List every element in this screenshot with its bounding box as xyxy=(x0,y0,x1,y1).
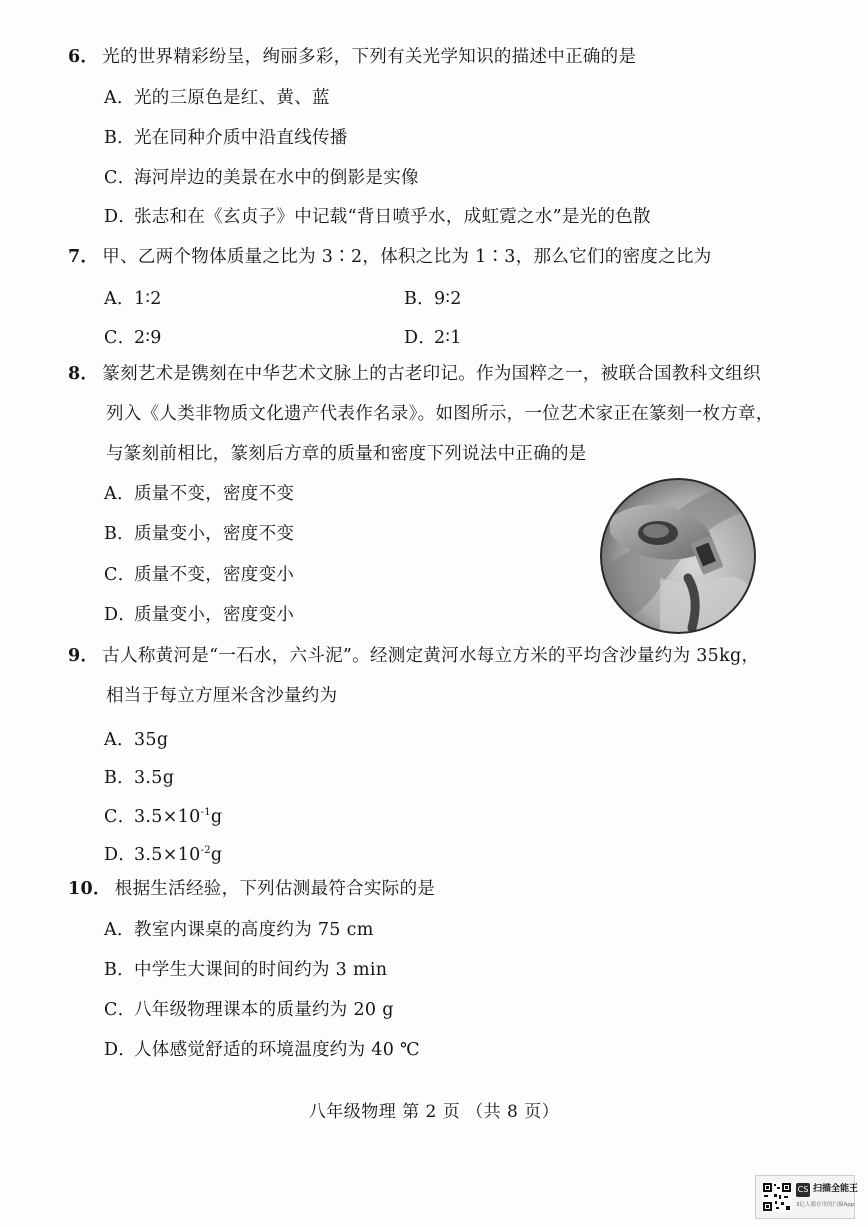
footer-total-pages: （共 8 页） xyxy=(466,1102,560,1122)
question-number: 6． xyxy=(68,47,99,67)
question-8 xyxy=(68,362,761,386)
camscanner-logo: CS xyxy=(796,1183,810,1197)
option-8a: A．质量不变，密度不变 xyxy=(104,484,295,504)
question-10 xyxy=(68,877,435,901)
option-8d: D．质量变小，密度变小 xyxy=(104,605,295,625)
option-6a: A．光的三原色是红、黄、蓝 xyxy=(104,88,330,108)
question-6 xyxy=(68,45,636,69)
option-9a: A．35g xyxy=(104,730,169,750)
option-10c: C．八年级物理课本的质量约为 20 g xyxy=(104,1000,394,1020)
option-9c: C．$3.5\times 10^{-1}g$ xyxy=(104,807,223,827)
question-number: 7． xyxy=(68,247,99,267)
option-9d: D．$3.5\times 10^{-2}g$ xyxy=(104,845,223,865)
page-footer xyxy=(0,1100,868,1124)
option-7b: B．9∶2 xyxy=(404,289,462,309)
footer-subject: 八年级物理 xyxy=(308,1102,397,1122)
option-6c: C．海河岸边的美景在水中的倒影是实像 xyxy=(104,168,419,188)
question-stem-continued: 列入《人类非物质文化遗产代表作名录》。如图所示，一位艺术家正在篆刻一枚方章， xyxy=(106,404,774,424)
question-stem: 古人称黄河是“一石水，六斗泥”。经测定黄河水每立方米的平均含沙量约为 35kg， xyxy=(102,646,760,666)
option-8c: C．质量不变，密度变小 xyxy=(104,565,295,585)
question-9 xyxy=(68,644,759,668)
scanner-app-name: 扫描全能王 xyxy=(813,1184,859,1194)
scanner-watermark-badge xyxy=(755,1175,859,1219)
question-number: 10． xyxy=(68,879,111,899)
question-stem-continued: 相当于每立方厘米含沙量约为 xyxy=(106,686,338,706)
question-stem-continued: 与篆刻前相比，篆刻后方章的质量和密度下列说法中正确的是 xyxy=(106,444,587,464)
scanner-tagline: 3亿人都在用的扫描App xyxy=(796,1202,855,1208)
option-7d: D．2∶1 xyxy=(404,328,462,348)
option-10d: D．人体感觉舒适的环境温度约为 40 ℃ xyxy=(104,1040,420,1060)
seal-carving-photo xyxy=(600,478,756,634)
option-7a: A．1∶2 xyxy=(104,289,162,309)
option-10a: A．教室内课桌的高度约为 75 cm xyxy=(104,920,374,940)
question-7 xyxy=(68,245,712,269)
option-6d: D．张志和在《玄贞子》中记载“背日喷乎水，成虹霓之水”是光的色散 xyxy=(104,207,651,227)
qr-code-icon xyxy=(762,1182,792,1212)
option-8b: B．质量变小，密度不变 xyxy=(104,524,295,544)
question-stem: 甲、乙两个物体质量之比为 3∶2，体积之比为 1∶3，那么它们的密度之比为 xyxy=(102,247,712,267)
question-stem: 篆刻艺术是镌刻在中华艺术文脉上的古老印记。作为国粹之一，被联合国教科文组织 xyxy=(102,364,761,384)
seal-carving-illustration xyxy=(600,478,756,634)
option-9b: B．3.5g xyxy=(104,768,175,788)
question-stem: 光的世界精彩纷呈，绚丽多彩，下列有关光学知识的描述中正确的是 xyxy=(102,47,637,67)
question-number: 8． xyxy=(68,364,99,384)
footer-page-number: 第 2 页 xyxy=(402,1102,461,1122)
option-6b: B．光在同种介质中沿直线传播 xyxy=(104,128,348,148)
question-number: 9． xyxy=(68,646,99,666)
option-10b: B．中学生大课间的时间约为 3 min xyxy=(104,960,388,980)
option-7c: C．2∶9 xyxy=(104,328,162,348)
question-stem: 根据生活经验，下列估测最符合实际的是 xyxy=(114,879,436,899)
